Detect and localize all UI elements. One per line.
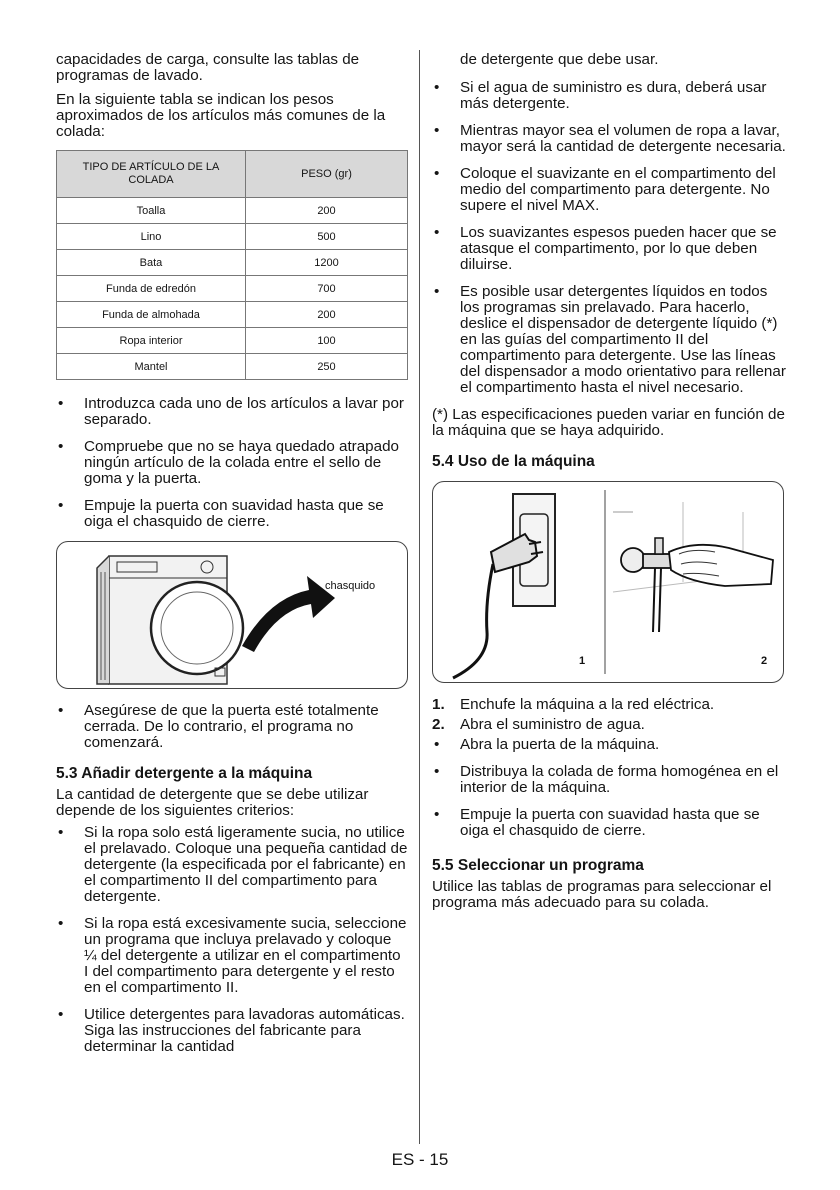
list-item: • Es posible usar detergentes líquidos en todos los programas sin prelavado. Para hacerlo, deslice el dispensador de detergente líquido (*) en las guías del compartimento II del compartimento para detergente. Use las líneas del dispensador a modo orientativo para rellenar el compartimento hasta el nivel necesario. <box>432 284 788 396</box>
detergent-criteria-list <box>56 825 408 1055</box>
table-row <box>57 302 408 328</box>
step-text: Empuje la puerta con suavidad hasta que se oiga el chasquido de cierre. <box>460 806 760 839</box>
table-row <box>57 250 408 276</box>
table-header-row <box>57 151 408 198</box>
list-item: • Mientras mayor sea el volumen de ropa a lavar, mayor será la cantidad de detergente necesaria. <box>432 123 788 155</box>
page-number: ES - 15 <box>391 1150 449 1169</box>
intro-paragraph-2: En la siguiente tabla se indican los pesos aproximados de los artículos más comunes de la colada: <box>56 91 386 140</box>
washing-machine-illustration <box>57 542 407 688</box>
laundry-weights-table <box>56 150 408 380</box>
section-5-5-title: 5.5 Seleccionar un programa <box>432 857 644 874</box>
section-5-3-intro: La cantidad de detergente que se debe utilizar depende de los siguientes criterios: <box>56 786 369 819</box>
detergent-tips-list <box>432 80 788 396</box>
table-row <box>57 224 408 250</box>
door-check-list <box>56 703 408 751</box>
list-item <box>432 737 788 753</box>
list-item: • Compruebe que no se haya quedado atrapado ningún artículo de la colada entre el sello de goma y la puerta. <box>56 439 408 487</box>
table-cell-weight: 500 <box>246 224 408 250</box>
table-header-weight: PESO (gr) <box>246 151 408 198</box>
list-item: • Si la ropa está excesivamente sucia, seleccione un programa que incluya prelavado y coloque ¼ del detergente a utilizar en el compartimento I del compartimento para detergente y el resto en el compartimento II. <box>56 916 408 996</box>
intro-paragraph-1: capacidades de carga, consulte las tablas de programas de lavado. <box>56 51 360 84</box>
table-row <box>57 328 408 354</box>
loading-instructions-list <box>56 396 408 530</box>
table-row <box>57 276 408 302</box>
right-column <box>432 52 788 919</box>
list-item: • Si la ropa solo está ligeramente sucia, no utilice el prelavado. Coloque una pequeña cantidad de detergente (la especificada por el fabricante) en el compartimento II del compartimento para detergente. <box>56 825 408 905</box>
section-5-3-title: 5.3 Añadir detergente a la máquina <box>56 765 313 782</box>
table-cell-item: Funda de edredón <box>57 276 246 302</box>
chasquido-label: chasquido <box>325 580 376 592</box>
list-item <box>432 717 788 733</box>
table-cell-item: Funda de almohada <box>57 302 246 328</box>
list-item: • Empuje la puerta con suavidad hasta que se oiga el chasquido de cierre. <box>56 498 408 530</box>
plug-and-tap-illustration <box>433 482 783 682</box>
left-column <box>56 52 408 1066</box>
list-item: • Asegúrese de que la puerta esté totalmente cerrada. De lo contrario, el programa no comenzará. <box>56 703 408 751</box>
list-item: • Introduzca cada uno de los artículos a lavar por separado. <box>56 396 408 428</box>
table-cell-weight: 100 <box>246 328 408 354</box>
table-cell-item: Toalla <box>57 198 246 224</box>
table-cell-item: Bata <box>57 250 246 276</box>
list-item: • Utilice detergentes para lavadoras automáticas. Siga las instrucciones del fabricante para determinar la cantidad <box>56 1007 408 1055</box>
list-item: • Coloque el suavizante en el compartimento del medio del compartimento para detergente. No supere el nivel MAX. <box>432 166 788 214</box>
list-item: • Si el agua de suministro es dura, deberá usar más detergente. <box>432 80 788 112</box>
figure-label-1: 1 <box>579 655 586 667</box>
step-number: 1. <box>432 696 445 713</box>
step-text: Distribuya la colada de forma homogénea en el interior de la máquina. <box>460 763 779 796</box>
table-cell-weight: 200 <box>246 198 408 224</box>
list-item: • Los suavizantes espesos pueden hacer que se atasque el compartimento, por lo que deben diluirse. <box>432 225 788 273</box>
machine-usage-figure <box>432 481 784 683</box>
specifications-note: (*) Las especificaciones pueden variar en función de la máquina que se haya adquirido. <box>432 406 785 439</box>
step-text: Abra el suministro de agua. <box>460 716 645 733</box>
figure-label-2: 2 <box>761 655 768 667</box>
column-divider <box>419 50 420 1144</box>
step-number: 2. <box>432 716 445 733</box>
machine-usage-steps <box>432 697 788 839</box>
table-cell-weight: 700 <box>246 276 408 302</box>
table-row <box>57 198 408 224</box>
table-cell-item: Ropa interior <box>57 328 246 354</box>
table-cell-weight: 200 <box>246 302 408 328</box>
table-cell-item: Lino <box>57 224 246 250</box>
step-text: Abra la puerta de la máquina. <box>460 736 660 753</box>
door-closing-figure <box>56 541 408 689</box>
table-cell-weight: 1200 <box>246 250 408 276</box>
list-item <box>432 807 788 839</box>
list-item <box>432 764 788 796</box>
list-item <box>432 697 788 713</box>
section-5-4-title: 5.4 Uso de la máquina <box>432 453 595 470</box>
table-cell-weight: 250 <box>246 354 408 380</box>
step-text: Enchufe la máquina a la red eléctrica. <box>460 696 715 713</box>
table-header-item-type: TIPO DE ARTÍCULO DE LA COLADA <box>57 151 246 198</box>
table-row <box>57 354 408 380</box>
continuation-text: de detergente que debe usar. <box>460 51 659 68</box>
section-5-5-text: Utilice las tablas de programas para seleccionar el programa más adecuado para su colada. <box>432 878 772 911</box>
table-cell-item: Mantel <box>57 354 246 380</box>
